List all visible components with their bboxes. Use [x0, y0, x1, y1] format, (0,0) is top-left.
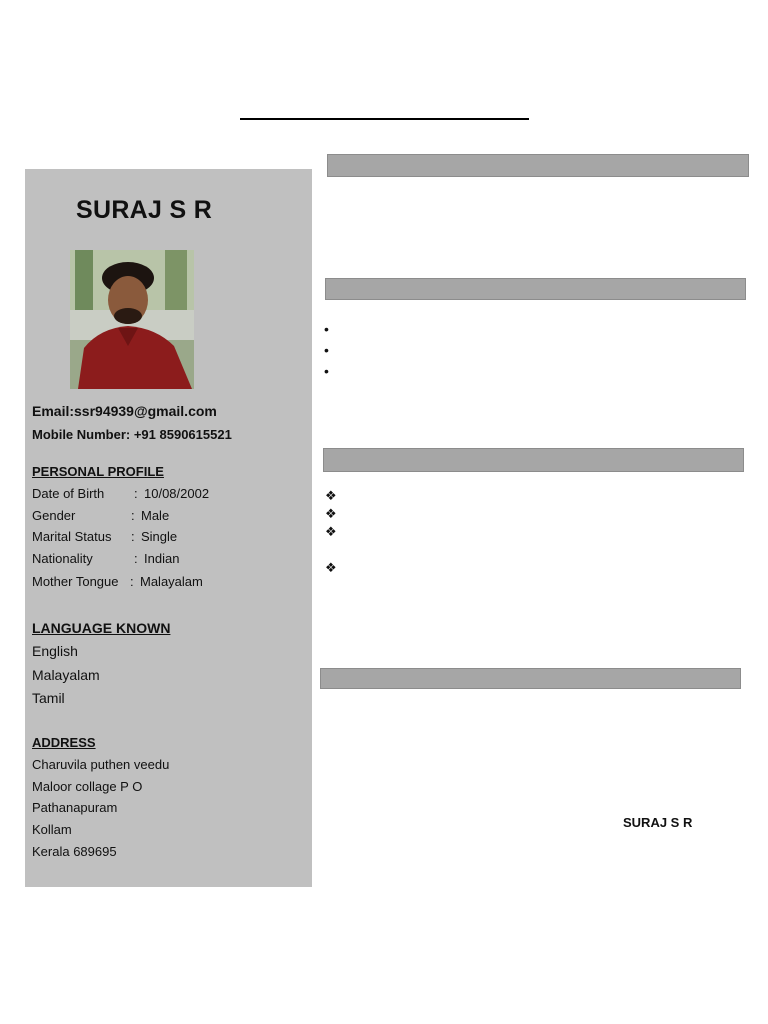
personal-profile-heading: PERSONAL PROFILE [32, 464, 164, 479]
profile-row-mother-tongue [32, 574, 203, 589]
top-rule [240, 118, 529, 120]
email-text: Email:ssr94939@gmail.com [32, 403, 217, 419]
profile-separator: : [130, 574, 134, 589]
candidate-name: SURAJ S R [76, 196, 213, 224]
profile-label: Gender [32, 508, 76, 523]
language-item: Tamil [32, 690, 65, 706]
bullet-dot-icon: • [324, 321, 329, 337]
profile-label: Mother Tongue [32, 574, 119, 589]
section-header-bar-1 [327, 154, 749, 177]
bullet-dot-icon: • [324, 363, 329, 379]
profile-label: Date of Birth [32, 486, 105, 501]
diamond-bullet-icon: ❖ [325, 488, 337, 503]
address-line: Kerala 689695 [32, 844, 117, 859]
profile-separator: : [134, 551, 138, 566]
section-header-bar-4 [320, 668, 741, 689]
section-header-bar-2 [325, 278, 746, 300]
diamond-bullet-icon: ❖ [325, 560, 337, 575]
language-known-heading: LANGUAGE KNOWN [32, 620, 171, 636]
bullet-dot-icon: • [324, 342, 329, 358]
profile-value: Indian [144, 551, 180, 566]
profile-separator: : [131, 508, 135, 523]
address-line: Kollam [32, 822, 72, 837]
profile-row-nationality [32, 551, 179, 566]
address-line: Maloor collage P O [32, 779, 143, 794]
diamond-bullet-icon: ❖ [325, 524, 337, 539]
section-header-bar-3 [323, 448, 744, 472]
profile-separator: : [134, 486, 138, 501]
profile-photo [70, 250, 194, 389]
profile-row-gender [32, 508, 169, 523]
profile-value: Single [141, 529, 178, 544]
address-line: Pathanapuram [32, 800, 118, 815]
address-line: Charuvila puthen veedu [32, 757, 170, 772]
profile-value: 10/08/2002 [144, 486, 210, 501]
language-item: Malayalam [32, 667, 100, 683]
profile-row-dob [32, 486, 209, 501]
profile-label: Marital Status [32, 529, 112, 544]
address-heading: ADDRESS [32, 735, 96, 750]
profile-separator: : [131, 529, 135, 544]
profile-label: Nationality [32, 551, 93, 566]
mobile-number-text: Mobile Number: +91 8590615521 [32, 427, 232, 442]
language-item: English [32, 643, 78, 659]
diamond-bullet-icon: ❖ [325, 506, 337, 521]
profile-value: Male [141, 508, 170, 523]
profile-row-marital-status [32, 529, 177, 544]
profile-value: Malayalam [140, 574, 203, 589]
signature-name: SURAJ S R [623, 815, 693, 830]
